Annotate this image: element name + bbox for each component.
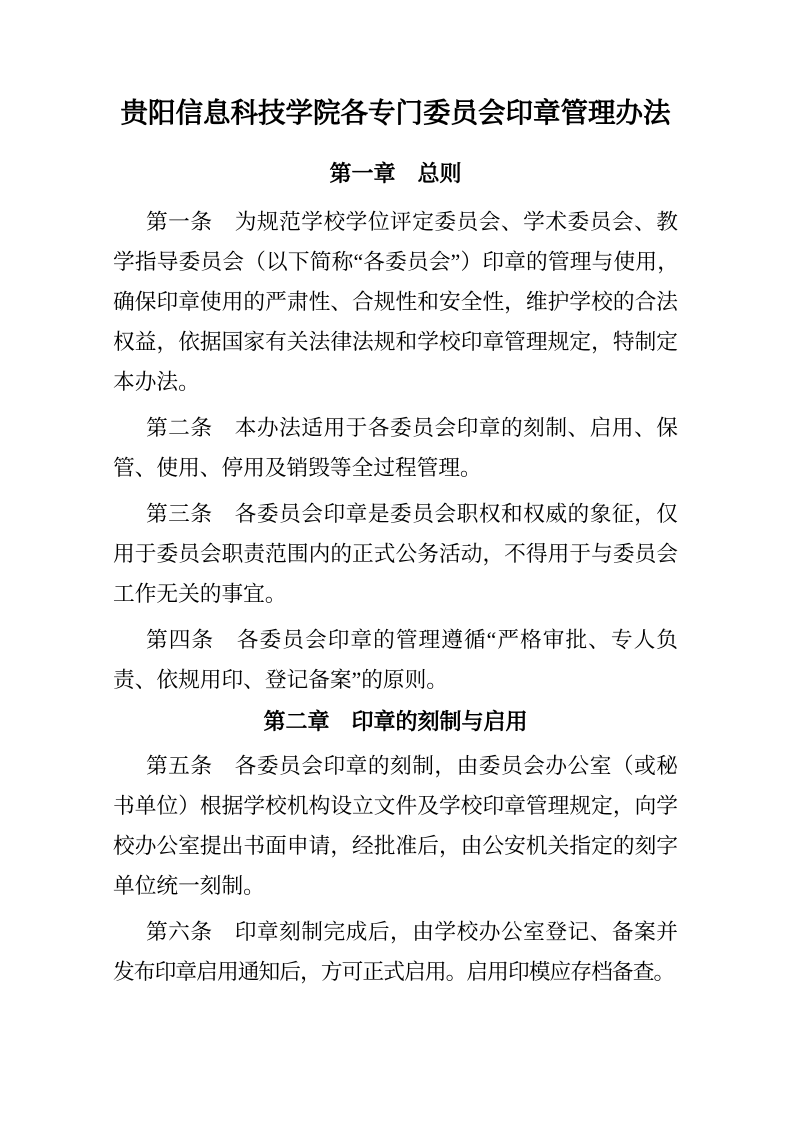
chapter-2-heading: 第二章 印章的刻制与启用 — [263, 709, 528, 734]
article-3 — [113, 494, 678, 614]
article-5-line: 单位统一刻制。 — [113, 874, 265, 898]
article-4-line: 第四条 各委员会印章的管理遵循“严格审批、专人负 — [146, 628, 678, 652]
article-1 — [113, 202, 678, 402]
article-5-line: 校办公室提出书面申请，经批准后，由公安机关指定的刻字 — [113, 834, 678, 858]
article-6-line: 发布印章启用通知后，方可正式启用。启用印模应存档备查。 — [113, 960, 675, 984]
article-5 — [113, 746, 678, 906]
article-2-line: 管、使用、停用及销毁等全过程管理。 — [113, 456, 482, 480]
article-2-line: 第二条 本办法适用于各委员会印章的刻制、启用、保 — [146, 416, 678, 440]
article-5-line: 第五条 各委员会印章的刻制，由委员会办公室（或秘 — [146, 754, 678, 778]
article-1-line: 权益，依据国家有关法律法规和学校印章管理规定，特制定 — [113, 330, 678, 354]
article-4 — [113, 620, 678, 700]
article-1-line: 本办法。 — [113, 370, 200, 394]
article-3-line: 工作无关的事宜。 — [113, 582, 287, 606]
article-1-line: 确保印章使用的严肃性、合规性和安全性，维护学校的合法 — [113, 290, 678, 314]
article-4-line: 责、依规用印、登记备案”的原则。 — [113, 668, 448, 692]
article-1-line: 第一条 为规范学校学位评定委员会、学术委员会、教 — [146, 210, 678, 234]
article-5-line: 书单位）根据学校机构设立文件及学校印章管理规定，向学 — [113, 794, 678, 818]
chapter-1-heading: 第一章 总则 — [329, 161, 462, 186]
article-3-line: 第三条 各委员会印章是委员会职权和权威的象征，仅 — [146, 502, 678, 526]
document-title: 贵阳信息科技学院各专门委员会印章管理办法 — [120, 97, 671, 128]
article-3-line: 用于委员会职责范围内的正式公务活动，不得用于与委员会 — [113, 542, 678, 566]
article-6 — [113, 912, 678, 992]
article-6-line: 第六条 印章刻制完成后，由学校办公室登记、备案并 — [146, 920, 678, 944]
article-2 — [113, 408, 678, 488]
article-1-line: 学指导委员会（以下简称“各委员会”）印章的管理与使用， — [113, 250, 678, 274]
